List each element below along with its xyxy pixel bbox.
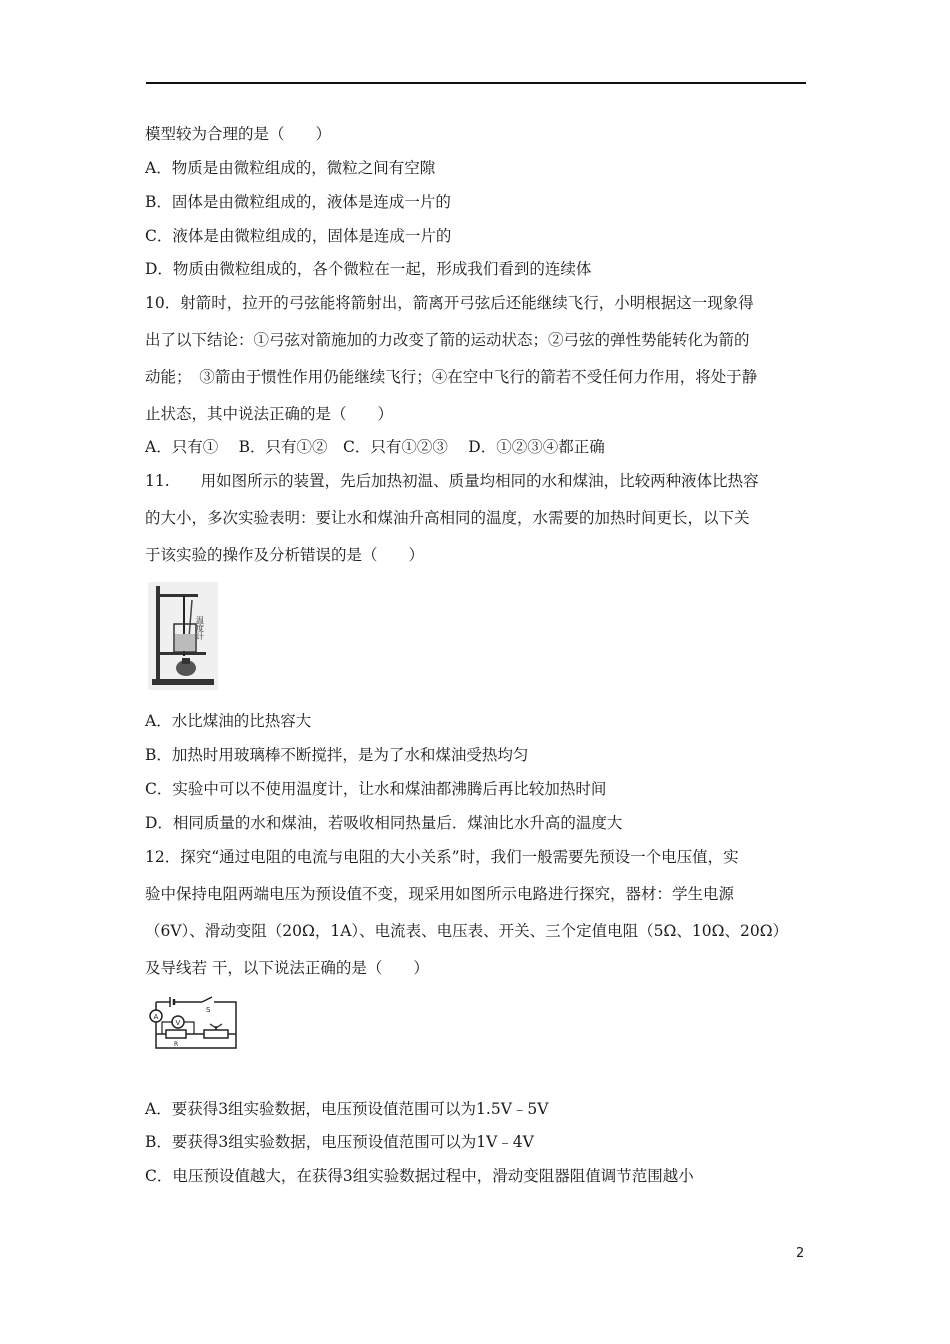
option-11c: C．实验中可以不使用温度计，让水和煤油都沸腾后再比较加热时间 <box>145 780 607 798</box>
question-12-line: 12．探究“通过电阻的电流与电阻的大小关系”时，我们一般需要先预设一个电压值，实 <box>145 848 739 866</box>
question-12-line: 验中保持电阻两端电压为预设值不变，现采用如图所示电路进行探究，器材：学生电源 <box>145 885 735 903</box>
thermometer-label: 温度计 <box>195 616 205 640</box>
question-12-line: 及导线若 干，以下说法正确的是（ ） <box>145 959 429 977</box>
question-11-line: 于该实验的操作及分析错误的是（ ） <box>145 546 425 564</box>
option-9c: C．液体是由微粒组成的，固体是连成一片的 <box>145 227 452 245</box>
switch-label: S <box>206 1006 211 1014</box>
option-11a: A．水比煤油的比热容大 <box>145 712 312 730</box>
question-12-line: （6V）、滑动变阻（20Ω，1A）、电流表、电压表、开关、三个定值电阻（5Ω、10Ω、20Ω） <box>145 922 789 940</box>
option-9d: D．物质由微粒组成的，各个微粒在一起，形成我们看到的连续体 <box>145 260 592 278</box>
option-12b: B．要获得3组实验数据，电压预设值范围可以为1V﹣4V <box>145 1133 534 1151</box>
question-10-line: 动能； ③箭由于惯性作用仍能继续飞行；④在空中飞行的箭若不受任何力作用，将处于静 <box>145 368 758 386</box>
option-9b: B．固体是由微粒组成的，液体是连成一片的 <box>145 193 451 211</box>
question-11-line: 11. 用如图所示的装置，先后加热初温、质量均相同的水和煤油，比较两种液体比热容 <box>145 472 759 490</box>
question-10-line: 10．射箭时，拉开的弓弦能将箭射出，箭离开弓弦后还能继续飞行，小明根据这一现象得 <box>145 294 754 312</box>
circuit-diagram-figure <box>146 994 240 1056</box>
question-10-line: 止状态，其中说法正确的是（ ） <box>145 405 394 423</box>
header-rule <box>146 82 806 84</box>
question-10-options: A．只有① B．只有①② C．只有①②③ D．①②③④都正确 <box>145 438 605 456</box>
voltmeter-label: V <box>175 1019 181 1027</box>
ammeter-label: A <box>153 1013 159 1021</box>
option-9a: A．物质是由微粒组成的，微粒之间有空隙 <box>145 159 436 177</box>
resistor-label: R <box>174 1041 179 1048</box>
question-11-line: 的大小，多次实验表明：要让水和煤油升高相同的温度，水需要的加热时间更长，以下关 <box>145 509 750 527</box>
option-11d: D．相同质量的水和煤油，若吸收相同热量后．煤油比水升高的温度大 <box>145 814 623 832</box>
question-10-line: 出了以下结论：①弓弦对箭施加的力改变了箭的运动状态；②弓弦的弹性势能转化为箭的 <box>145 331 750 349</box>
page-number: 2 <box>796 1246 805 1261</box>
option-12c: C．电压预设值越大，在获得3组实验数据过程中，滑动变阻器阻值调节范围越小 <box>145 1167 694 1185</box>
option-11b: B．加热时用玻璃棒不断搅拌，是为了水和煤油受热均匀 <box>145 746 529 764</box>
option-12a: A．要获得3组实验数据，电压预设值范围可以为1.5V﹣5V <box>145 1100 549 1118</box>
question-9-stem-tail: 模型较为合理的是（ ） <box>145 125 332 143</box>
heating-apparatus-figure <box>148 582 218 690</box>
